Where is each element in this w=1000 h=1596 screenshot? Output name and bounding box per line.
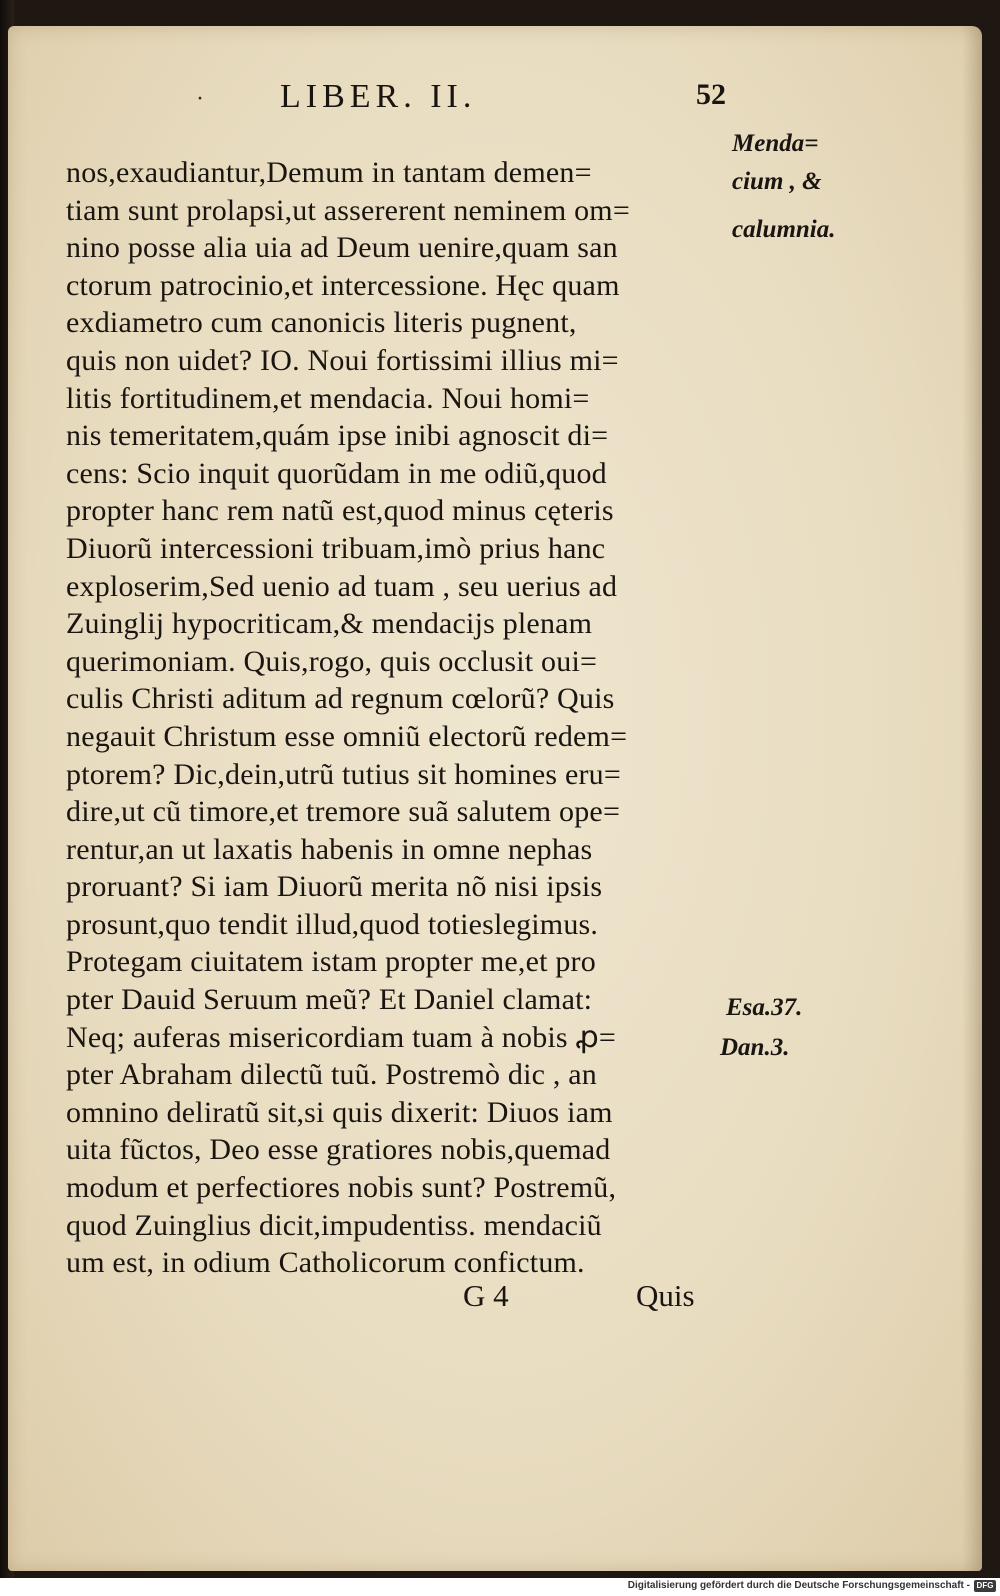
- text-line: cens: Scio inquit quorũdam in me odiũ,quod: [66, 456, 607, 490]
- digitization-footer: [0, 1578, 1000, 1596]
- text-line: rentur,an ut laxatis habenis in omne nephas: [66, 832, 593, 866]
- margin-ref-dan: Dan.3.: [720, 1034, 790, 1061]
- text-line: proruant? Si iam Diuorũ merita nõ nisi ipsis: [66, 870, 603, 904]
- digitization-credit: Digitalisierung gefördert durch die Deutsche Forschungsgemeinschaft -: [627, 1580, 970, 1591]
- text-line: nis temeritatem,quám ipse inibi agnoscit di=: [66, 419, 609, 453]
- text-line: um est, in odium Catholicorum confictum.: [66, 1246, 585, 1280]
- main-text-block: [66, 154, 736, 1282]
- text-line: Diuorũ intercessioni tribuam,imò prius hanc: [66, 531, 606, 565]
- text-line: prosunt,quo tendit illud,quod totieslegimus.: [66, 907, 599, 941]
- text-line: exdiametro cum canonicis literis pugnent,: [66, 306, 577, 340]
- text-line: ctorum patrocinio,et intercessione. Hęc quam: [66, 268, 620, 302]
- text-line: uita fũctos, Deo esse gratiores nobis,quemad: [66, 1133, 611, 1167]
- text-line: Neq; auferas misericordiam tuam à nobis ꝓ=: [66, 1020, 617, 1054]
- text-line: litis fortitudinem,et mendacia. Noui homi=: [66, 381, 590, 415]
- text-line: querimoniam. Quis,rogo, quis occlusit oui=: [66, 644, 598, 678]
- text-line: quis non uidet? IO. Noui fortissimi illius mi=: [66, 343, 619, 377]
- text-line: pter Abraham dilectũ tuũ. Postremò dic , an: [66, 1058, 597, 1092]
- text-line: pter Dauid Seruum meũ? Et Daniel clamat:: [66, 983, 593, 1017]
- page-catchline: [8, 1278, 982, 1318]
- text-line: dire,ut cũ timore,et tremore suã salutem ope=: [66, 795, 621, 829]
- catchword: Quis: [636, 1278, 695, 1313]
- text-line: negauit Christum esse omniũ electorũ redem=: [66, 719, 628, 753]
- margin-ref-esa: Esa.37.: [726, 994, 803, 1021]
- text-line: Protegam ciuitatem istam propter me,et pro: [66, 945, 596, 979]
- text-line: nino posse alia uia ad Deum uenire,quam san: [66, 231, 618, 265]
- running-title: LIBER. II.: [280, 78, 477, 115]
- margin-note-mendacium: cium , &: [732, 168, 822, 195]
- text-line: modum et perfectiores nobis sunt? Postremũ,: [66, 1171, 617, 1205]
- text-line: propter hanc rem natũ est,quod minus cęteris: [66, 494, 614, 528]
- text-line: nos,exaudiantur,Demum in tantam demen=: [66, 156, 592, 189]
- margin-note-calumnia: calumnia.: [732, 216, 836, 243]
- dfg-logo: DFG: [974, 1580, 996, 1592]
- text-line: ptorem? Dic,dein,utrũ tutius sit homines eru=: [66, 757, 621, 791]
- text-line: Zuinglij hypocriticam,& mendacijs plenam: [66, 607, 593, 641]
- text-line: tiam sunt prolapsi,ut assererent neminem om=: [66, 193, 630, 227]
- header-ornament: ·: [196, 86, 204, 112]
- folio-number: 52: [696, 78, 726, 111]
- text-line: quod Zuinglius dicit,impudentiss. mendaciũ: [66, 1208, 602, 1242]
- text-line: exploserim,Sed uenio ad tuam , seu uerius ad: [66, 569, 618, 603]
- page-header: [8, 78, 982, 138]
- book-page: [8, 26, 982, 1571]
- signature-mark: G 4: [463, 1278, 509, 1313]
- text-line: culis Christi aditum ad regnum cœlorũ? Quis: [66, 682, 615, 716]
- text-line: omnino deliratũ sit,si quis dixerit: Diuos iam: [66, 1095, 613, 1129]
- margin-note-mendacium: Menda=: [732, 130, 819, 157]
- page-edge-shadow: [962, 26, 982, 1571]
